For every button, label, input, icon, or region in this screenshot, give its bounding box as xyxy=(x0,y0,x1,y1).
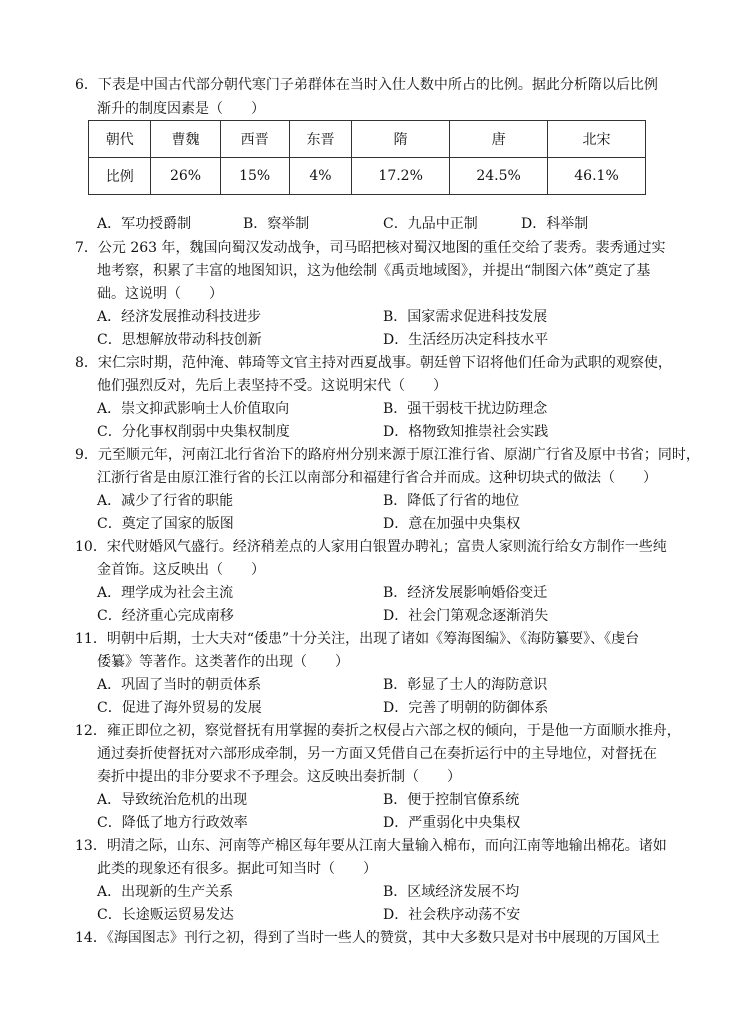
q8-option-a[interactable]: A．崇文抑武影响士人价值取向 xyxy=(97,401,290,417)
q8-stem-line1: 8．宋仁宗时期，范仲淹、韩琦等文官主持对西夏战事。朝廷曾下诏将他们任命为武职的观察使， xyxy=(75,355,672,371)
q8-option-c[interactable]: C．分化事权削弱中央集权制度 xyxy=(97,424,290,440)
q13-option-a[interactable]: A．出现新的生产关系 xyxy=(97,884,234,900)
q8-option-b[interactable]: B．强干弱枝干扰边防理念 xyxy=(383,401,548,417)
q6-option-b[interactable]: B．察举制 xyxy=(243,216,310,232)
q13-option-c[interactable]: C．长途贩运贸易发达 xyxy=(97,907,234,923)
q12-option-c[interactable]: C．降低了地方行政效率 xyxy=(97,815,248,831)
q10-option-c[interactable]: C．经济重心完成南移 xyxy=(97,608,234,624)
table-cell: 东晋 xyxy=(289,121,351,158)
q7-stem-line2: 地考察，积累了丰富的地图知识，这为他绘制《禹贡地域图》，并提出“制图六体”奠定了基 xyxy=(97,263,651,279)
table-cell: 比例 xyxy=(89,158,151,195)
table-cell: 24.5% xyxy=(450,158,548,195)
q9-option-c[interactable]: C．奠定了国家的版图 xyxy=(97,516,234,532)
q6-option-a[interactable]: A．军功授爵制 xyxy=(97,216,192,232)
table-cell: 唐 xyxy=(450,121,548,158)
table-cell: 曹魏 xyxy=(151,121,220,158)
table-cell: 26% xyxy=(151,158,220,195)
q9-option-a[interactable]: A．减少了行省的职能 xyxy=(97,493,234,509)
table-cell: 46.1% xyxy=(548,158,646,195)
q7-stem-line3: 础。这说明（ ） xyxy=(97,286,223,302)
table-cell: 4% xyxy=(289,158,351,195)
q9-option-d[interactable]: D．意在加强中央集权 xyxy=(383,516,521,532)
q6-option-d[interactable]: D．科举制 xyxy=(521,216,589,232)
q13-stem-line1: 13．明清之际，山东、河南等产棉区每年要从江南大量输入棉布，而向江南等地输出棉花。诸如 xyxy=(75,838,667,854)
q12-stem-line3: 奏折中提出的非分要求不予理会。这反映出奏折制（ ） xyxy=(97,769,461,785)
q9-stem-line1: 9．元至顺元年，河南江北行省治下的路府州分别来源于原江淮行省、原湖广行省及原中书省；同时， xyxy=(75,447,700,463)
q9-stem-line2: 江浙行省是由原江淮行省的长江以南部分和福建行省合并而成。这种切块式的做法（ ） xyxy=(97,470,657,486)
q10-option-b[interactable]: B．经济发展影响婚俗变迁 xyxy=(383,585,548,601)
q7-option-d[interactable]: D．生活经历决定科技水平 xyxy=(383,332,549,348)
table-cell: 朝代 xyxy=(89,121,151,158)
q10-stem-line2: 金首饰。这反映出（ ） xyxy=(97,562,265,578)
q13-stem-line2: 此类的现象还有很多。据此可知当时（ ） xyxy=(97,861,377,877)
q11-stem-line1: 11．明朝中后期，士大夫对“倭患”十分关注，出现了诸如《筹海图编》、《海防纂要》、《虔台 xyxy=(75,631,640,647)
q6-option-c[interactable]: C．九品中正制 xyxy=(383,216,478,232)
table-cell: 西晋 xyxy=(220,121,289,158)
q14-stem-line1: 14．《海国图志》刊行之初，得到了当时一些人的赞赏，其中大多数只是对书中展现的万国风土 xyxy=(75,930,660,946)
table-row xyxy=(89,158,646,195)
q6-stem-line2: 渐升的制度因素是（ ） xyxy=(97,101,265,117)
table-cell: 隋 xyxy=(352,121,450,158)
q11-stem-line2: 倭纂》等著作。这类著作的出现（ ） xyxy=(97,654,349,670)
table-cell: 北宋 xyxy=(548,121,646,158)
q11-option-c[interactable]: C．促进了海外贸易的发展 xyxy=(97,700,262,716)
q13-option-d[interactable]: D．社会秩序动荡不安 xyxy=(383,907,521,923)
q11-option-a[interactable]: A．巩固了当时的朝贡体系 xyxy=(97,677,262,693)
q9-option-b[interactable]: B．降低了行省的地位 xyxy=(383,493,520,509)
q7-option-c[interactable]: C．思想解放带动科技创新 xyxy=(97,332,262,348)
q6-stem-line1: 6．下表是中国古代部分朝代寒门子弟群体在当时入仕人数中所占的比例。据此分析隋以后比例 xyxy=(75,77,658,93)
q13-option-b[interactable]: B．区域经济发展不均 xyxy=(383,884,520,900)
q12-stem-line2: 通过奏折使督抚对六部形成牵制，另一方面又凭借自己在奏折运行中的主导地位，对督抚在 xyxy=(97,746,657,762)
q10-option-d[interactable]: D．社会门第观念逐渐消失 xyxy=(383,608,549,624)
q12-option-b[interactable]: B．便于控制官僚系统 xyxy=(383,792,520,808)
table-cell: 15% xyxy=(220,158,289,195)
q12-stem-line1: 12．雍正即位之初，察觉督抚有用掌握的奏折之权侵占六部之权的倾向，于是他一方面顺水推舟， xyxy=(75,723,681,739)
q11-option-b[interactable]: B．彰显了士人的海防意识 xyxy=(383,677,548,693)
q11-option-d[interactable]: D．完善了明朝的防御体系 xyxy=(383,700,549,716)
q10-stem-line1: 10．宋代财婚风气盛行。经济稍差点的人家用白银置办聘礼；富贵人家则流行给女方制作一些纯 xyxy=(75,539,667,555)
q12-option-d[interactable]: D．严重弱化中央集权 xyxy=(383,815,521,831)
q7-option-b[interactable]: B．国家需求促进科技发展 xyxy=(383,309,548,325)
q10-option-a[interactable]: A．理学成为社会主流 xyxy=(97,585,234,601)
table-row xyxy=(89,121,646,158)
q8-stem-line2: 他们强烈反对，先后上表坚持不受。这说明宋代（ ） xyxy=(97,378,447,394)
q7-option-a[interactable]: A．经济发展推动科技进步 xyxy=(97,309,262,325)
q8-option-d[interactable]: D．格物致知推崇社会实践 xyxy=(383,424,549,440)
q7-stem-line1: 7．公元 263 年，魏国向蜀汉发动战争，司马昭把核对蜀汉地图的重任交给了裴秀。裴秀通过实 xyxy=(75,240,666,256)
q6-ratio-table xyxy=(88,120,646,195)
q12-option-a[interactable]: A．导致统治危机的出现 xyxy=(97,792,248,808)
table-cell: 17.2% xyxy=(352,158,450,195)
